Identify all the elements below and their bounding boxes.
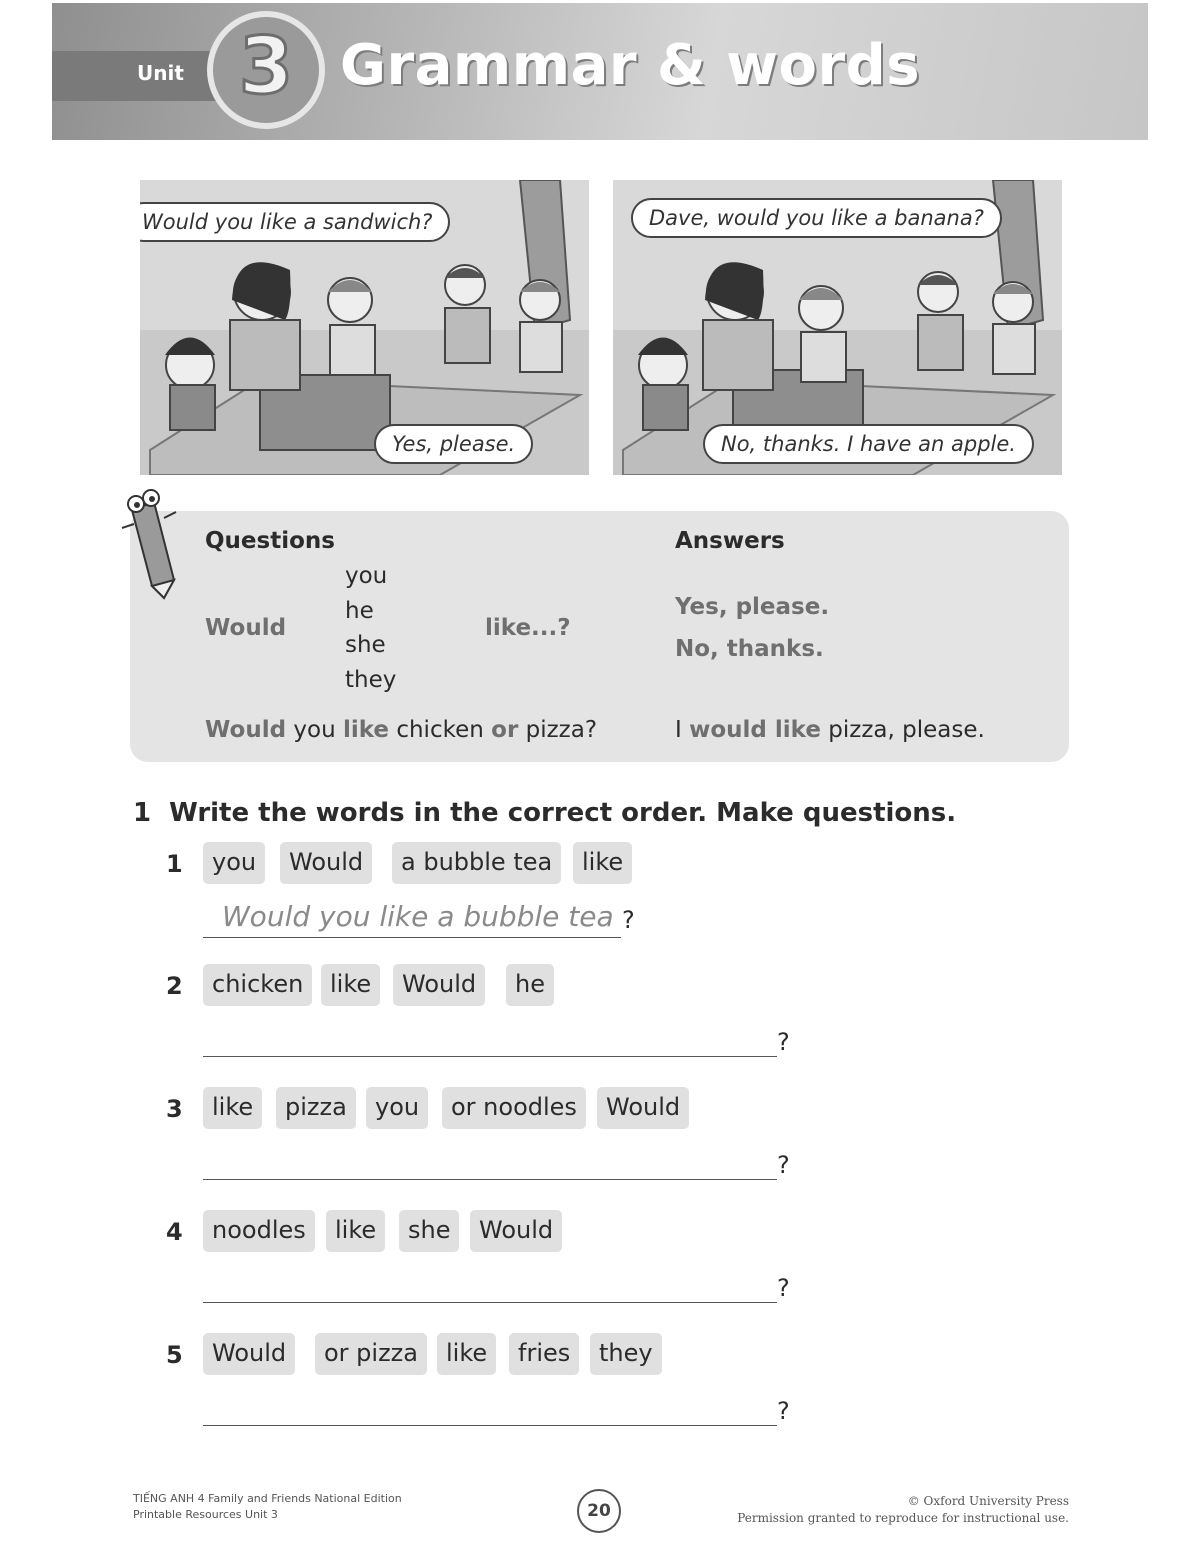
word-chip[interactable]: or noodles: [442, 1087, 586, 1129]
word-chip[interactable]: he: [506, 964, 554, 1006]
word-chip[interactable]: pizza: [276, 1087, 356, 1129]
word-chip[interactable]: you: [203, 842, 265, 884]
word-chip[interactable]: Would: [470, 1210, 562, 1252]
grammar-like: like...?: [485, 615, 571, 641]
item-number: 4: [166, 1218, 183, 1246]
exercise-title: 1 Write the words in the correct order. Make questions.: [133, 798, 957, 828]
illustration-panel-1: [140, 180, 589, 475]
answer-line-5[interactable]: [203, 1389, 777, 1426]
speech-bubble-banana: Dave, would you like a banana?: [631, 198, 1002, 238]
unit-label: Unit: [137, 61, 184, 85]
answers-heading: Answers: [675, 528, 785, 554]
word-chip[interactable]: like: [203, 1087, 262, 1129]
word-chip[interactable]: Would: [393, 964, 485, 1006]
question-mark: ?: [777, 1028, 790, 1056]
question-mark: ?: [777, 1274, 790, 1302]
pronoun-he: he: [345, 598, 374, 624]
answer-yes-please: Yes, please.: [675, 594, 830, 620]
item-number: 5: [166, 1341, 183, 1369]
speech-bubble-no-thanks: No, thanks. I have an apple.: [703, 424, 1034, 464]
questions-heading: Questions: [205, 528, 335, 554]
illustration-panel-2: [613, 180, 1062, 475]
word-chip[interactable]: like: [437, 1333, 496, 1375]
word-chip[interactable]: Would: [203, 1333, 295, 1375]
word-chip[interactable]: you: [366, 1087, 428, 1129]
word-chip[interactable]: like: [321, 964, 380, 1006]
grammar-would: Would: [205, 615, 287, 641]
page-number: 20: [577, 1489, 621, 1533]
answer-line-2[interactable]: [203, 1020, 777, 1057]
word-chip[interactable]: chicken: [203, 964, 312, 1006]
pronoun-you: you: [345, 563, 388, 589]
item-number: 1: [166, 850, 183, 878]
speech-bubble-yes-please: Yes, please.: [374, 424, 533, 464]
question-mark: ?: [777, 1397, 790, 1425]
word-chip[interactable]: fries: [509, 1333, 579, 1375]
word-chip[interactable]: Would: [597, 1087, 689, 1129]
word-chip[interactable]: noodles: [203, 1210, 315, 1252]
sample-answer: Would you like a bubble tea: [222, 900, 614, 933]
item-number: 3: [166, 1095, 183, 1123]
pencil-mascot-icon: [118, 488, 180, 600]
question-mark: ?: [777, 1151, 790, 1179]
word-chip[interactable]: they: [590, 1333, 662, 1375]
item-number: 2: [166, 972, 183, 1000]
unit-header-banner: [52, 3, 1148, 140]
pronoun-they: they: [345, 667, 397, 693]
word-chip[interactable]: like: [573, 842, 632, 884]
footer-left: TIẾNG ANH 4 Family and Friends National Edition Printable Resources Unit 3: [133, 1492, 402, 1521]
answer-line-3[interactable]: [203, 1143, 777, 1180]
answer-no-thanks: No, thanks.: [675, 636, 824, 662]
speech-bubble-sandwich: Would you like a sandwich?: [140, 202, 450, 242]
word-chip[interactable]: Would: [280, 842, 372, 884]
grammar-choice-answer: I would like pizza, please.: [675, 717, 985, 743]
word-chip[interactable]: a bubble tea: [392, 842, 561, 884]
footer-right: © Oxford University Press Permission granted to reproduce for instructional use.: [737, 1494, 1069, 1525]
word-chip[interactable]: she: [399, 1210, 459, 1252]
word-chip[interactable]: or pizza: [315, 1333, 427, 1375]
unit-number-badge: [207, 11, 325, 129]
pronoun-she: she: [345, 632, 386, 658]
answer-line-4[interactable]: [203, 1266, 777, 1303]
unit-number: 3: [238, 22, 294, 112]
grammar-choice-question: Would you like chicken or pizza?: [205, 717, 598, 743]
question-mark: ?: [622, 906, 635, 934]
word-chip[interactable]: like: [326, 1210, 385, 1252]
page-title: Grammar & words: [340, 33, 921, 98]
